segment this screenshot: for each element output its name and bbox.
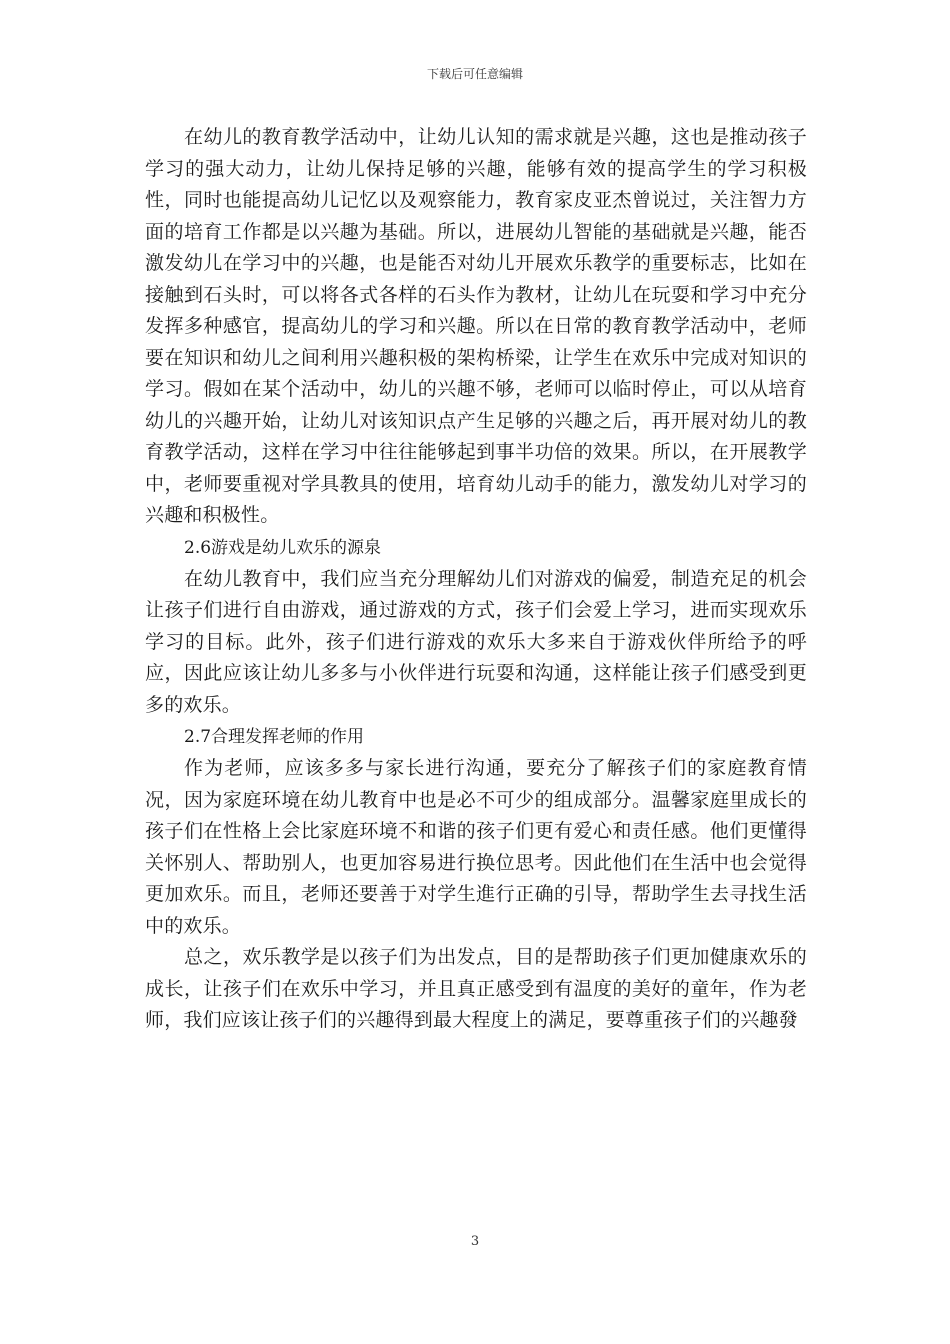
document-body — [145, 122, 807, 1037]
section-heading-2-6: 2.6游戏是幼儿欢乐的源泉 — [184, 537, 382, 558]
section-heading-2-7: 2.7合理发挥老师的作用 — [184, 727, 365, 747]
page-header: 下载后可任意编辑 — [426, 67, 523, 81]
paragraph-games: 在幼儿教育中，我们应当充分理解幼儿们对游戏的偏爱，制造充足的机会让孩子们进行自由游戏，通过游戏的方式，孩子们会爱上学习，进而实现欢乐学习的目标。此外，孩子们进行游戏的欢乐大多来自于游戏伙伴所给予的呼应，因此应该让幼儿多多与小伙伴进行玩耍和沟通，这样能让孩子们感受到更多的欢乐。 — [145, 567, 807, 716]
paragraph-conclusion: 总之，欢乐教学是以孩子们为出发点，目的是帮助孩子们更加健康欢乐的成长，让孩子们在欢乐中学习，并且真正感受到有温度的美好的童年，作为老师，我们应该让孩子们的兴趣得到最大程度上的满足，要尊重孩子们的兴趣發 — [145, 946, 807, 1031]
paragraph-interest: 在幼儿的教育教学活动中，让幼儿认知的需求就是兴趣，这也是推动孩子学习的强大动力，让幼儿保持足够的兴趣，能够有效的提高学生的学习积极性，同时也能提高幼儿记忆以及观察能力，教育家皮亚杰曾说过，关注智力方面的培育工作都是以兴趣为基础。所以，进展幼儿智能的基础就是兴趣，能否激发幼儿在学习中的兴趣，也是能否对幼儿开展欢乐教学的重要标志，比如在接触到石头时，可以将各式各样的石头作为教材，让幼儿在玩耍和学习中充分发挥多种感官，提高幼儿的学习和兴趣。所以在日常的教育教学活动中，老师要在知识和幼儿之间利用兴趣积极的架构桥梁，让学生在欢乐中完成对知识的学习。假如在某个活动中，幼儿的兴趣不够，老师可以临时停止，可以从培育幼儿的兴趣开始，让幼儿对该知识点产生足够的兴趣之后，再开展对幼儿的教育教学活动，这样在学习中往往能够起到事半功倍的效果。所以，在开展教学中，老师要重视对学具教具的使用，培育幼儿动手的能力，激发幼儿对学习的兴趣和积极性。 — [145, 126, 807, 526]
page-number: 3 — [470, 1234, 480, 1249]
paragraph-teacher-role: 作为老师，应该多多与家长进行沟通，要充分了解孩子们的家庭教育情况，因为家庭环境在幼儿教育中也是必不可少的组成部分。温馨家庭里成长的孩子们在性格上会比家庭环境不和谐的孩子们更有爱心和责任感。他们更懂得关怀别人、帮助别人，也更加容易进行换位思考。因此他们在生活中也会觉得更加欢乐。而且，老师还要善于对学生進行正确的引导，帮助学生去寻找生活中的欢乐。 — [145, 757, 807, 937]
